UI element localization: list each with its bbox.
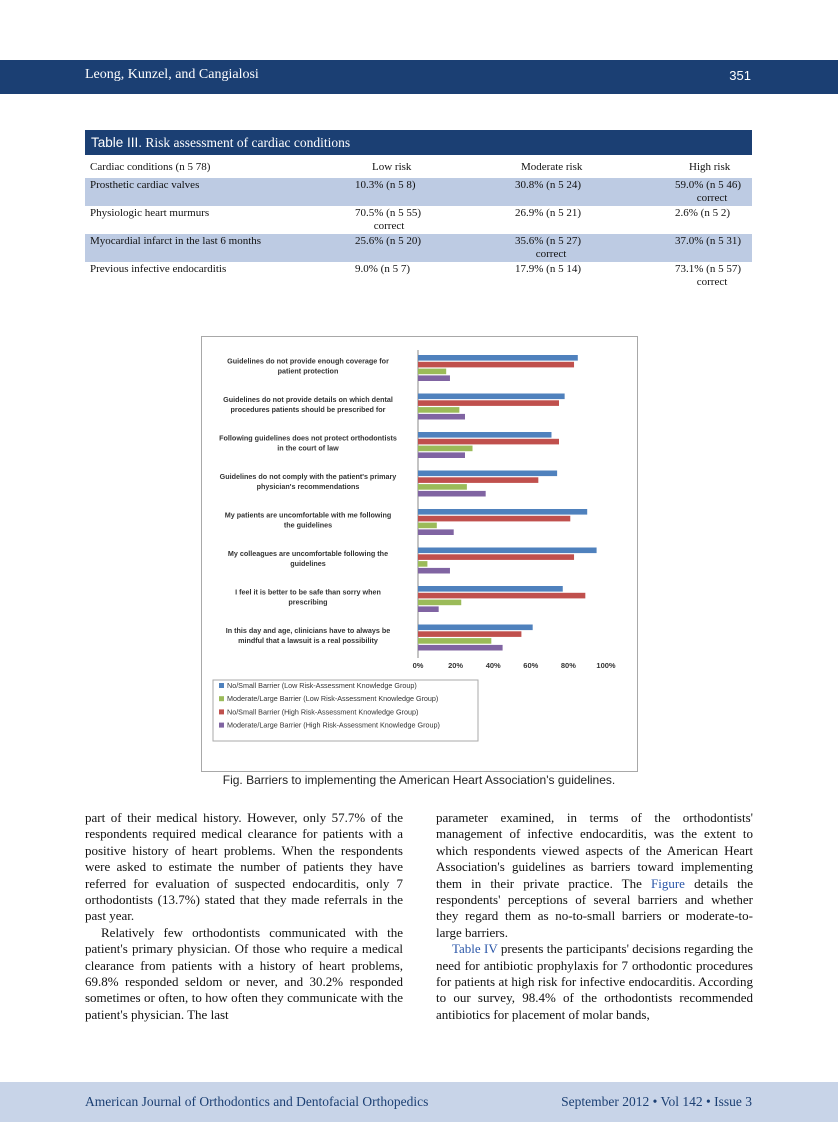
cell-note: correct [696, 192, 728, 204]
table-label: Table III. [91, 135, 143, 150]
bar [418, 355, 578, 361]
table-row [85, 262, 752, 290]
figure-link[interactable]: Figure [651, 875, 685, 891]
bar [418, 606, 439, 612]
barriers-figure [201, 336, 638, 772]
bar [418, 407, 459, 413]
legend-entry: Moderate/Large Barrier (Low Risk-Assessment Knowledge Group) [227, 694, 439, 704]
running-header [0, 60, 838, 94]
category-label: Following guidelines does not protect orthodontists [219, 433, 397, 443]
legend-entry: No/Small Barrier (High Risk-Assessment Knowledge Group) [227, 707, 419, 717]
running-footer [0, 1082, 838, 1122]
bar [418, 548, 597, 554]
cell-high: 2.6% (n 5 2) [675, 207, 730, 219]
bar [418, 529, 454, 535]
bar [418, 523, 437, 529]
footer-issue: September 2012 • Vol 142 • Issue 3 [561, 1094, 752, 1109]
bar-chart [202, 337, 637, 771]
figure-caption: Fig. Barriers to implementing the American Heart Association's guidelines. [222, 773, 616, 787]
bar [418, 471, 557, 477]
paragraph-text: details the respondents' perceptions of several barriers and whether they regard them as no-to-small barriers or moderate-to-large barriers. [436, 875, 753, 940]
issue-date: September 2012 [561, 1094, 650, 1109]
bar [418, 638, 491, 644]
category-label: physician's recommendations [256, 481, 360, 491]
bar [418, 561, 427, 567]
legend-swatch [219, 696, 224, 701]
category-label: Guidelines do not comply with the patient's primary [219, 471, 397, 481]
bar [418, 432, 551, 438]
legend-entry: No/Small Barrier (Low Risk-Assessment Knowledge Group) [227, 681, 417, 690]
bar [418, 586, 563, 592]
table-title: Risk assessment of cardiac conditions [145, 135, 351, 150]
legend-swatch [219, 723, 224, 728]
category-label: the guidelines [283, 520, 333, 530]
table-row [85, 178, 752, 206]
x-tick-label: 40% [485, 661, 501, 670]
category-label: guidelines [290, 558, 326, 568]
category-label: My patients are uncomfortable with me following [224, 510, 392, 520]
cell-moderate: 17.9% (n 5 14) [515, 263, 581, 275]
bar [418, 484, 467, 490]
bar [418, 400, 559, 406]
category-label: Guidelines do not provide enough coverage for [227, 356, 389, 366]
x-tick-label: 60% [523, 661, 539, 670]
cell-note: correct [373, 220, 405, 232]
bar [418, 554, 574, 560]
x-tick-label: 0% [412, 661, 424, 670]
cell-high: 59.0% (n 5 46) [675, 179, 741, 191]
category-label: In this day and age, clinicians have to always be [225, 625, 391, 635]
bar [418, 375, 450, 381]
paragraph [436, 941, 753, 1023]
category-label: procedures patients should be prescribed for [230, 404, 386, 414]
category-label: prescribing [288, 597, 328, 607]
paragraph: part of their medical history. However, only 57.7% of the respondents required medical clearance for patients with a positive history of heart problems. When the respondents were asked to estimate the number of patients they have referred for evaluation of suspected endocarditis, only 7 orthodontists (13.7%) stated that they made referrals in the past year. [85, 810, 403, 924]
cell-low: 25.6% (n 5 20) [355, 235, 421, 247]
paragraph-text: parameter examined, in terms of the orthodontists' management of infective endocarditis, was the extent to which respondents viewed aspects of the American Heart Association's guidelines as barriers toward implementing them in their private practice. The [436, 810, 753, 891]
cell-high: 37.0% (n 5 31) [675, 235, 741, 247]
category-label: patient protection [277, 366, 339, 376]
table-header-row [85, 160, 752, 178]
cell-condition: Prosthetic cardiac valves [90, 179, 200, 191]
bar [418, 439, 559, 445]
cell-low: 70.5% (n 5 55) [355, 207, 421, 219]
cell-low: 9.0% (n 5 7) [355, 263, 410, 275]
column-header: Low risk [372, 161, 412, 173]
cell-high: 73.1% (n 5 57) [675, 263, 741, 275]
x-tick-label: 80% [560, 661, 576, 670]
bar [418, 568, 450, 574]
bar [418, 516, 570, 522]
cell-moderate: 30.8% (n 5 24) [515, 179, 581, 191]
table-title-bar [85, 130, 752, 155]
paragraph: Relatively few orthodontists communicated with the patient's primary physician. Of those who require a medical clearance from patients with a history of heart problems, 69.8% responded seldom or never, and 30.2% responded sometimes or often, to how often they communicate with the patient's physician. The last [85, 924, 403, 1022]
table-row [85, 234, 752, 262]
legend-entry: Moderate/Large Barrier (High Risk-Assessment Knowledge Group) [227, 720, 440, 730]
column-header: Cardiac conditions (n 5 78) [90, 161, 211, 173]
paragraph [436, 810, 753, 941]
bar [418, 452, 465, 458]
category-label: mindful that a lawsuit is a real possibility [238, 635, 378, 645]
category-label: My colleagues are uncomfortable following the [227, 548, 389, 558]
bar [418, 593, 585, 599]
category-label: in the court of law [277, 443, 339, 453]
page-number: 351 [729, 68, 751, 83]
x-tick-label: 20% [448, 661, 464, 670]
cell-condition: Physiologic heart murmurs [90, 207, 210, 219]
category-label: Guidelines do not provide details on which dental [223, 394, 393, 404]
body-column-left [85, 810, 403, 1023]
header-authors: Leong, Kunzel, and Cangialosi [85, 67, 259, 82]
bar [418, 509, 587, 515]
cell-condition: Previous infective endocarditis [90, 263, 227, 275]
cell-moderate: 26.9% (n 5 21) [515, 207, 581, 219]
footer-journal: American Journal of Orthodontics and Dentofacial Orthopedics [85, 1094, 429, 1109]
bar [418, 491, 486, 497]
bar [418, 414, 465, 420]
table-link[interactable]: Table IV [452, 941, 498, 957]
bar [418, 362, 574, 368]
column-header: High risk [689, 161, 731, 173]
bar [418, 600, 461, 606]
issue: Issue 3 [714, 1094, 752, 1109]
category-label: I feel it is better to be safe than sorry when [235, 587, 381, 597]
bar [418, 446, 473, 452]
x-tick-label: 100% [596, 661, 616, 670]
table-row [85, 206, 752, 234]
cell-condition: Myocardial infarct in the last 6 months [90, 235, 262, 247]
bar [418, 625, 533, 631]
volume: Vol 142 [660, 1094, 703, 1109]
bar [418, 645, 503, 651]
bar [418, 394, 565, 400]
bar [418, 369, 446, 375]
paragraph-text: presents the participants' decisions regarding the need for antibiotic prophylaxis for 7 orthodontic procedures for patients at high risk for infective endocarditis. According to our survey, 98.4% of the orthodontists recommended antibiotics for placement of molar bands, [436, 941, 753, 1022]
risk-table [85, 160, 752, 290]
column-header: Moderate risk [521, 161, 583, 173]
cell-moderate: 35.6% (n 5 27) [515, 235, 581, 247]
bar [418, 477, 538, 483]
body-column-right [436, 810, 753, 1023]
cell-low: 10.3% (n 5 8) [355, 179, 416, 191]
legend-swatch [219, 683, 224, 688]
bar [418, 631, 521, 637]
cell-note: correct [535, 248, 567, 260]
legend-swatch [219, 709, 224, 714]
cell-note: correct [696, 276, 728, 288]
